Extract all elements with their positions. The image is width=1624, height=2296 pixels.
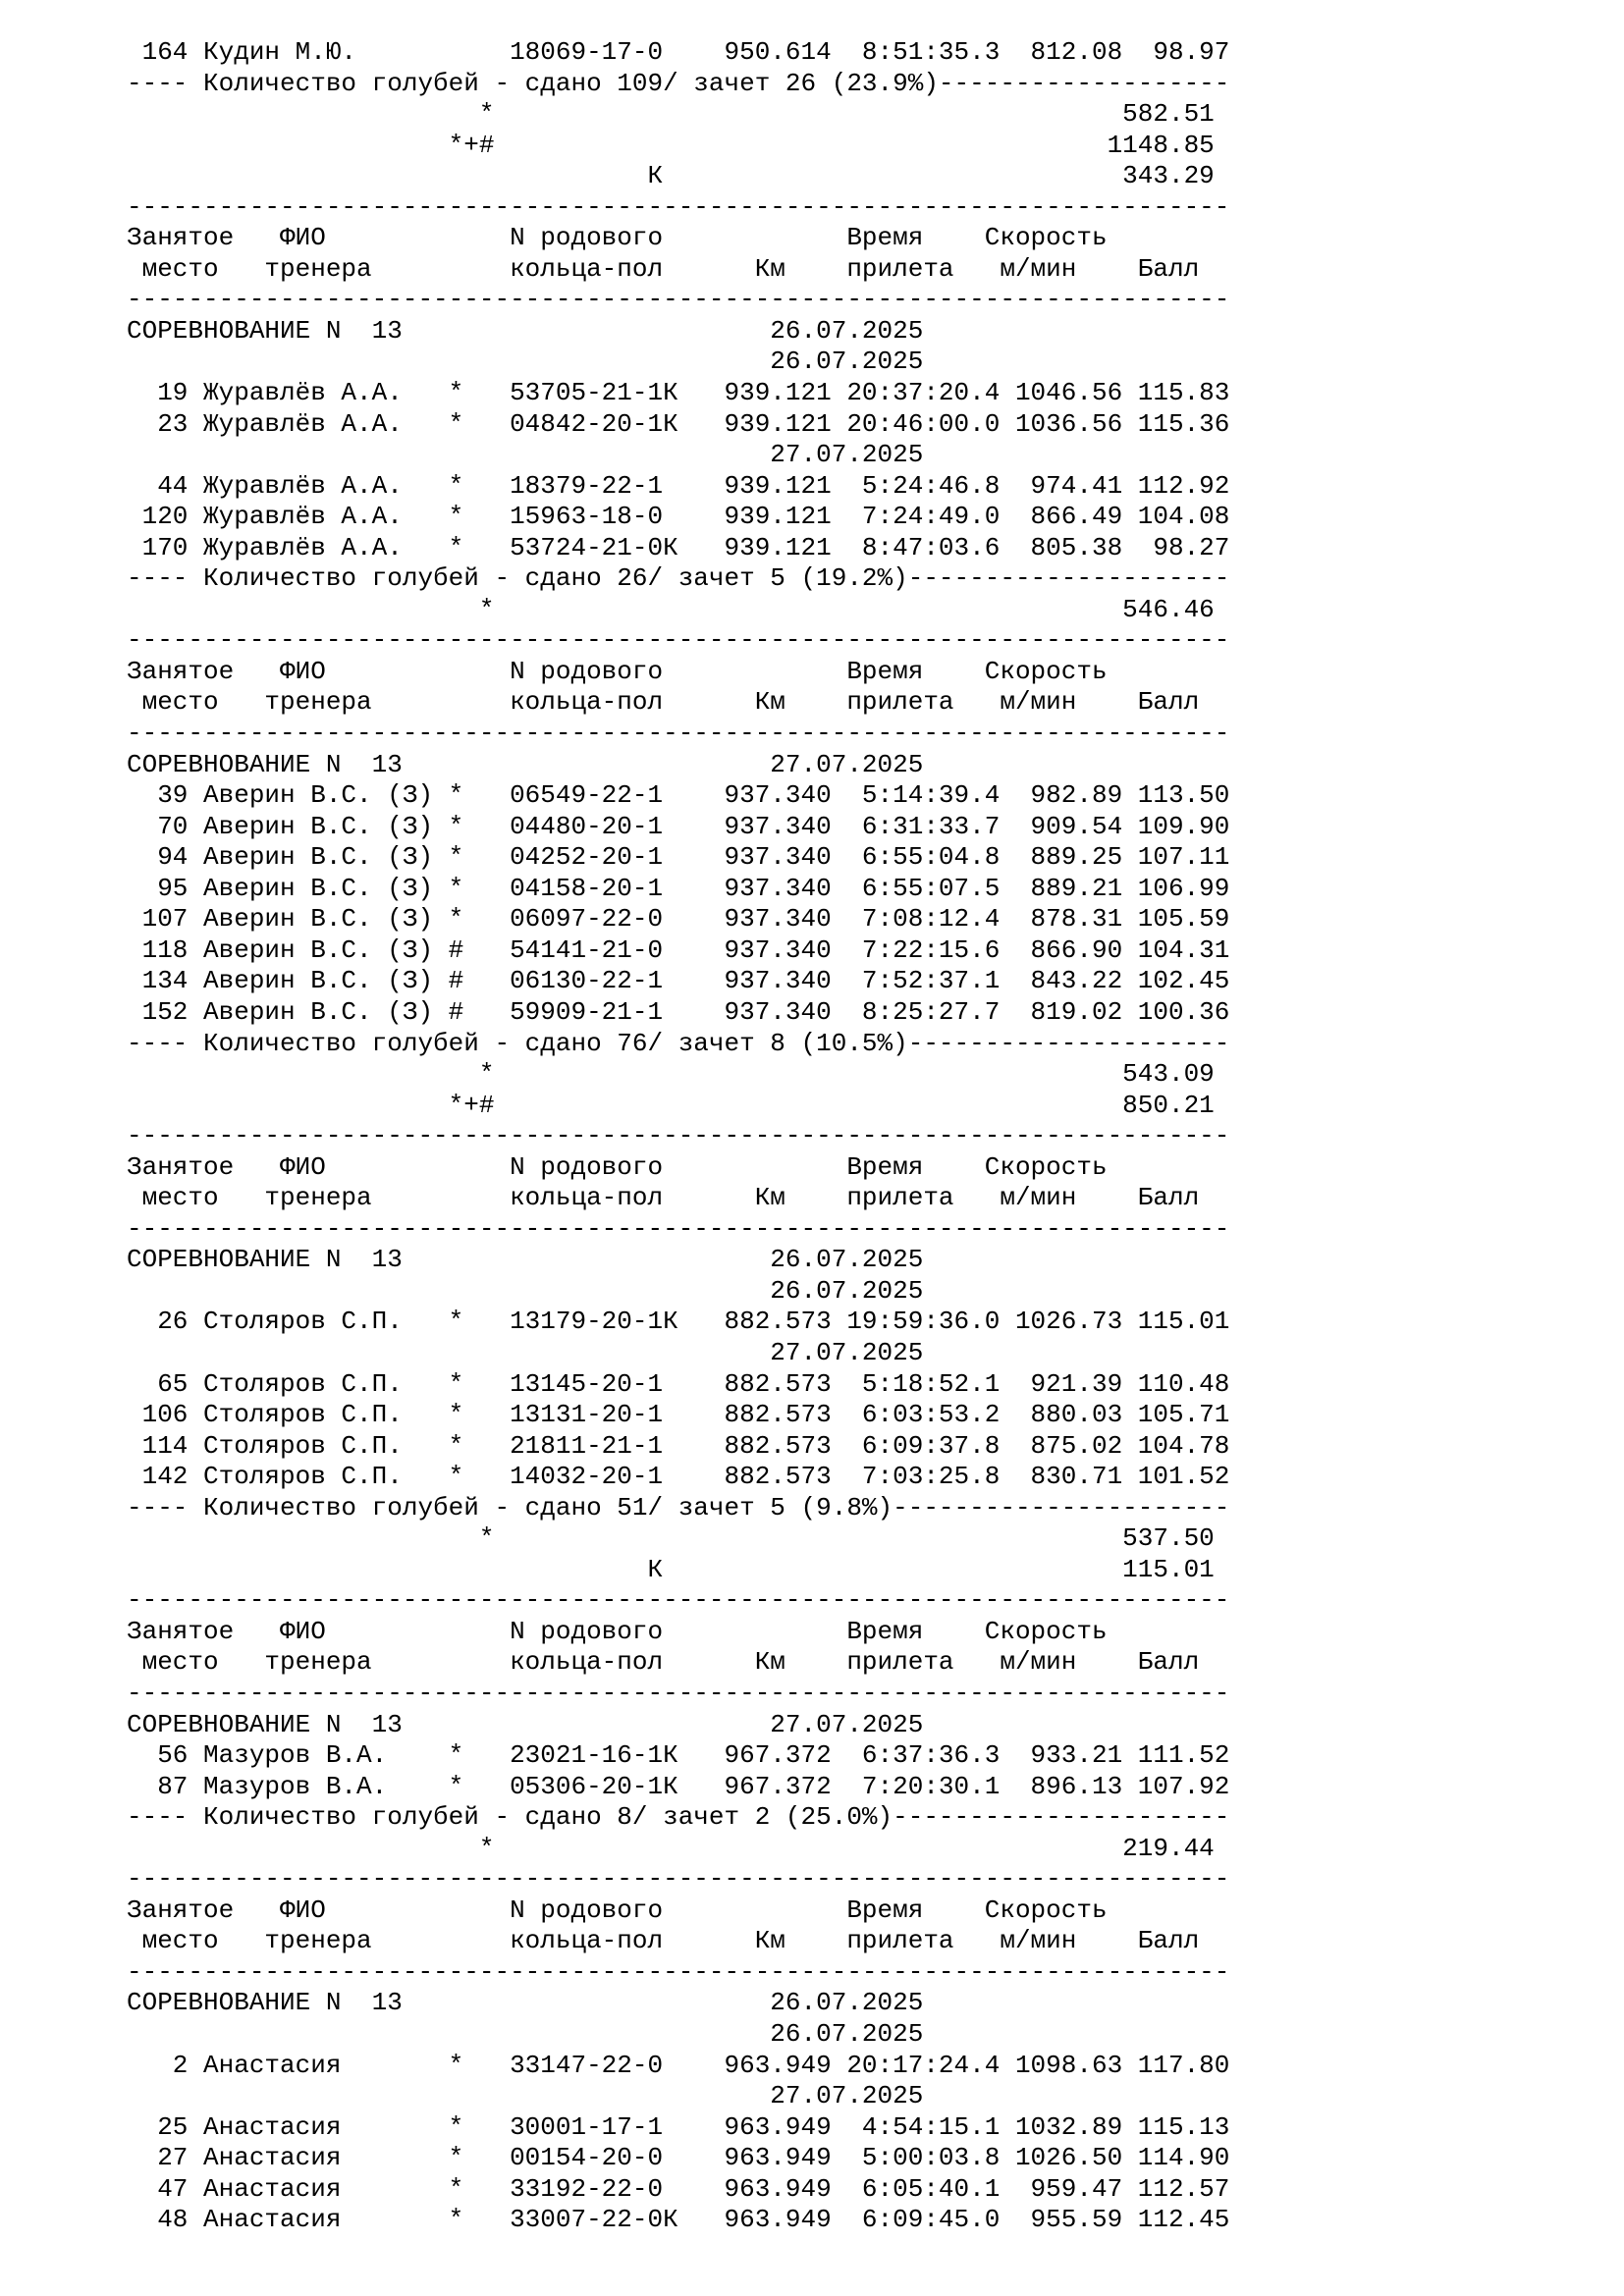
- separator-line: ------------------------------------------------------------------------: [127, 285, 1230, 315]
- date-line: 26.07.2025: [127, 347, 924, 377]
- date-line: 26.07.2025: [127, 2019, 924, 2049]
- column-header: Занятое ФИО N родового Время Скорость: [127, 1895, 1108, 1925]
- column-header: место тренера кольца-пол Км прилета м/мин Балл: [127, 253, 1200, 284]
- separator-line: ------------------------------------------------------------------------: [127, 625, 1230, 656]
- pigeon-count-summary: ---- Количество голубей - сдано 8/ зачет 2 (25.0%)----------------------: [127, 1802, 1230, 1833]
- points-total: * 543.09: [127, 1059, 1215, 1090]
- competition-heading: СОРЕВНОВАНИЕ N 13 27.07.2025: [127, 749, 924, 779]
- separator-line: ------------------------------------------------------------------------: [127, 1678, 1230, 1708]
- result-row: 106 Столяров С.П. * 13131-20-1 882.573 6:03:53.2 880.03 105.71: [127, 1400, 1230, 1430]
- points-total: * 537.50: [127, 1523, 1215, 1554]
- pigeon-count-summary: ---- Количество голубей - сдано 51/ зачет 5 (9.8%)----------------------: [127, 1492, 1230, 1522]
- separator-line: ------------------------------------------------------------------------: [127, 1213, 1230, 1244]
- points-total: *+# 1148.85: [127, 130, 1215, 160]
- column-header: Занятое ФИО N родового Время Скорость: [127, 1616, 1108, 1646]
- result-row: 47 Анастасия * 33192-22-0 963.949 6:05:40.1 959.47 112.57: [127, 2173, 1230, 2204]
- result-row: 65 Столяров С.П. * 13145-20-1 882.573 5:18:52.1 921.39 110.48: [127, 1368, 1230, 1399]
- result-row: 87 Мазуров В.А. * 05306-20-1К 967.372 7:20:30.1 896.13 107.92: [127, 1771, 1230, 1801]
- result-row: 94 Аверин В.С. (З) * 04252-20-1 937.340 6:55:04.8 889.25 107.11: [127, 842, 1230, 873]
- column-header: место тренера кольца-пол Км прилета м/мин Балл: [127, 687, 1200, 718]
- result-row: 48 Анастасия * 33007-22-0К 963.949 6:09:45.0 955.59 112.45: [127, 2205, 1230, 2235]
- column-header: Занятое ФИО N родового Время Скорость: [127, 223, 1108, 253]
- column-header: место тренера кольца-пол Км прилета м/мин Балл: [127, 1926, 1200, 1956]
- competition-heading: СОРЕВНОВАНИЕ N 13 26.07.2025: [127, 1988, 924, 2018]
- result-row: 142 Столяров С.П. * 14032-20-1 882.573 7:03:25.8 830.71 101.52: [127, 1462, 1230, 1492]
- separator-line: ------------------------------------------------------------------------: [127, 191, 1230, 222]
- date-line: 27.07.2025: [127, 440, 924, 470]
- points-total: К 115.01: [127, 1554, 1215, 1584]
- result-row: 39 Аверин В.С. (З) * 06549-22-1 937.340 5:14:39.4 982.89 113.50: [127, 780, 1230, 811]
- date-line: 27.07.2025: [127, 2081, 924, 2111]
- separator-line: ------------------------------------------------------------------------: [127, 1956, 1230, 1987]
- result-row: 56 Мазуров В.А. * 23021-16-1К 967.372 6:37:36.3 933.21 111.52: [127, 1740, 1230, 1771]
- date-line: 26.07.2025: [127, 1275, 924, 1306]
- result-row: 19 Журавлёв А.А. * 53705-21-1К 939.121 20:37:20.4 1046.56 115.83: [127, 378, 1230, 408]
- result-row: 134 Аверин В.С. (З) # 06130-22-1 937.340 7:52:37.1 843.22 102.45: [127, 966, 1230, 996]
- result-row: 26 Столяров С.П. * 13179-20-1К 882.573 19:59:36.0 1026.73 115.01: [127, 1307, 1230, 1337]
- separator-line: ------------------------------------------------------------------------: [127, 1585, 1230, 1616]
- pigeon-count-summary: ---- Количество голубей - сдано 76/ зачет 8 (10.5%)---------------------: [127, 1028, 1230, 1058]
- result-row: 27 Анастасия * 00154-20-0 963.949 5:00:03.8 1026.50 114.90: [127, 2143, 1230, 2173]
- column-header: место тренера кольца-пол Км прилета м/мин Балл: [127, 1183, 1200, 1213]
- result-row: 118 Аверин В.С. (З) # 54141-21-0 937.340 7:22:15.6 866.90 104.31: [127, 934, 1230, 965]
- result-row: 107 Аверин В.С. (З) * 06097-22-0 937.340 7:08:12.4 878.31 105.59: [127, 904, 1230, 934]
- separator-line: ------------------------------------------------------------------------: [127, 719, 1230, 749]
- separator-line: ------------------------------------------------------------------------: [127, 1121, 1230, 1151]
- points-total: *+# 850.21: [127, 1090, 1215, 1120]
- result-row: 152 Аверин В.С. (З) # 59909-21-1 937.340 8:25:27.7 819.02 100.36: [127, 996, 1230, 1027]
- date-line: 27.07.2025: [127, 1337, 924, 1367]
- result-row: 25 Анастасия * 30001-17-1 963.949 4:54:15.1 1032.89 115.13: [127, 2111, 1230, 2142]
- column-header: Занятое ФИО N родового Время Скорость: [127, 656, 1108, 686]
- pigeon-count-summary: ---- Количество голубей - сдано 26/ зачет 5 (19.2%)---------------------: [127, 563, 1230, 594]
- points-total: * 546.46: [127, 594, 1215, 624]
- result-row: 120 Журавлёв А.А. * 15963-18-0 939.121 7:24:49.0 866.49 104.08: [127, 502, 1230, 532]
- points-total: К 343.29: [127, 161, 1215, 191]
- competition-heading: СОРЕВНОВАНИЕ N 13 26.07.2025: [127, 1245, 924, 1275]
- competition-heading: СОРЕВНОВАНИЕ N 13 27.07.2025: [127, 1709, 924, 1739]
- column-header: место тренера кольца-пол Км прилета м/мин Балл: [127, 1647, 1200, 1678]
- separator-line: ------------------------------------------------------------------------: [127, 1864, 1230, 1895]
- result-row: 170 Журавлёв А.А. * 53724-21-0К 939.121 8:47:03.6 805.38 98.27: [127, 532, 1230, 562]
- result-row: 44 Журавлёв А.А. * 18379-22-1 939.121 5:24:46.8 974.41 112.92: [127, 470, 1230, 501]
- result-row: 114 Столяров С.П. * 21811-21-1 882.573 6:09:37.8 875.02 104.78: [127, 1430, 1230, 1461]
- result-row: 2 Анастасия * 33147-22-0 963.949 20:17:24.4 1098.63 117.80: [127, 2050, 1230, 2080]
- competition-results-report: [127, 37, 1229, 2236]
- points-total: * 219.44: [127, 1833, 1215, 1863]
- result-row: 70 Аверин В.С. (З) * 04480-20-1 937.340 6:31:33.7 909.54 109.90: [127, 811, 1230, 841]
- points-total: * 582.51: [127, 99, 1215, 130]
- competition-heading: СОРЕВНОВАНИЕ N 13 26.07.2025: [127, 315, 924, 346]
- result-row: 95 Аверин В.С. (З) * 04158-20-1 937.340 6:55:07.5 889.21 106.99: [127, 873, 1230, 903]
- column-header: Занятое ФИО N родового Время Скорость: [127, 1151, 1108, 1182]
- pigeon-count-summary: ---- Количество голубей - сдано 109/ зачет 26 (23.9%)-------------------: [127, 68, 1230, 98]
- result-row: 23 Журавлёв А.А. * 04842-20-1К 939.121 20:46:00.0 1036.56 115.36: [127, 408, 1230, 439]
- result-row: 164 Кудин М.Ю. 18069-17-0 950.614 8:51:35.3 812.08 98.97: [127, 37, 1230, 67]
